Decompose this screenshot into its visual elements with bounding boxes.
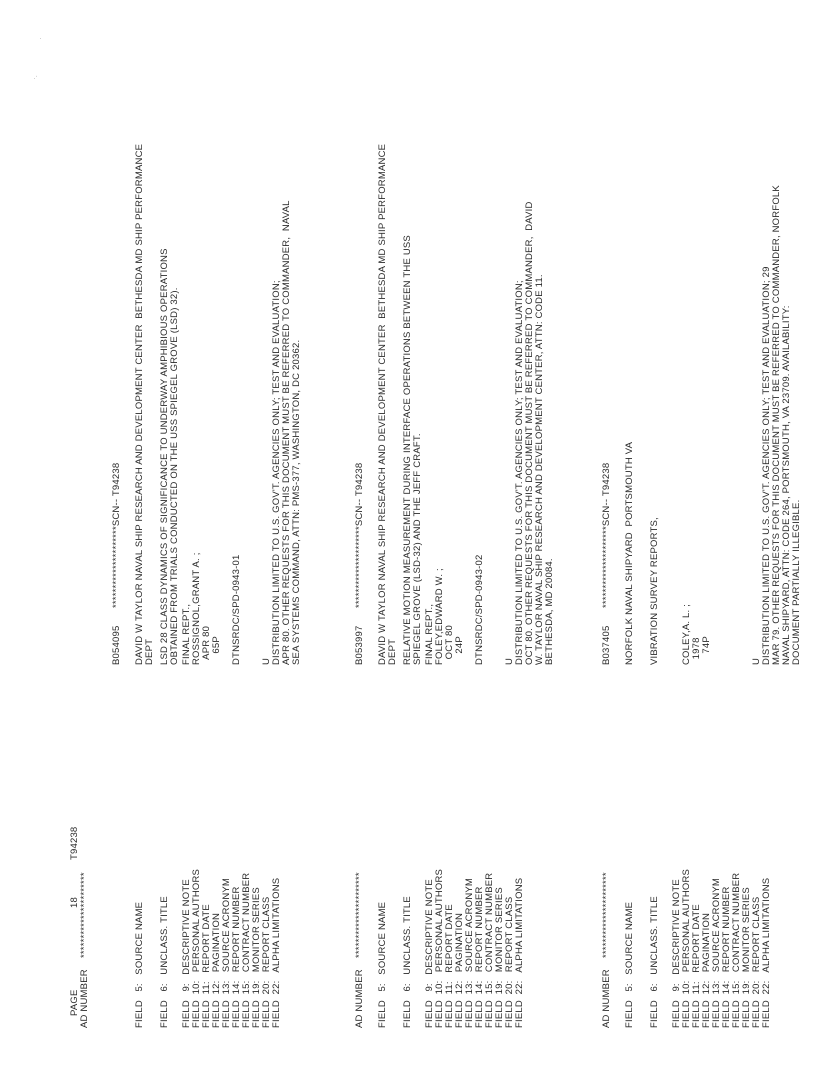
field-label: FIELD 5: SOURCE NAME — [134, 901, 145, 1028]
field-value: DTNSRDC/SPD-0943-02 — [474, 554, 485, 665]
field-label: FIELD 9: DESCRIPTIVE NOTE — [671, 879, 682, 1028]
field-label: FIELD 20: REPORT CLASS — [261, 896, 272, 1028]
field-label: FIELD 5: SOURCE NAME — [377, 901, 388, 1028]
alpha-limitation-line: BETHESDA, MD 20084. — [544, 558, 555, 665]
field-label: FIELD 6: UNCLASS. TITLE — [649, 896, 660, 1028]
field-value: 1978 — [691, 637, 702, 665]
field-label: FIELD 11: REPORT DATE — [444, 904, 455, 1028]
scn-line: *********************SCN-- T94238 — [111, 462, 122, 608]
field-value: FINAL REPT., — [424, 603, 435, 665]
ad-number-value: B054095 — [111, 625, 122, 665]
field-value: ROSSIGNOL,GRANT A. ; — [191, 552, 202, 665]
title-line: VIBRATION SURVEY REPORTS, — [649, 517, 660, 665]
title-line: LSD 28 CLASS DYNAMICS OF SIGNIFICANCE TO UNDERWAY AMPHIBIOUS OPERATIONS — [159, 248, 170, 665]
field-value: 74P — [701, 636, 712, 665]
field-label: FIELD 9: DESCRIPTIVE NOTE — [181, 879, 192, 1028]
scn-line: *********************SCN-- T94238 — [354, 462, 365, 608]
field-value: OCT 80 — [444, 625, 455, 665]
alpha-limitation-line: SEA SYSTEMS COMMAND, ATTN: PMS-377, WASHINGTON, DC 20362. — [291, 339, 302, 665]
alpha-limitation-line: W. TAYLOR NAVAL SHIP RESEARCH AND DEVELOPMENT CENTER, ATTN: CODE 11. — [534, 274, 545, 665]
field-label: FIELD 13: SOURCE ACRONYM — [221, 877, 232, 1028]
field-label: FIELD 13: SOURCE ACRONYM — [464, 877, 475, 1028]
field-value: FINAL REPT., — [181, 603, 192, 665]
field-value: U — [261, 657, 272, 665]
page-label: PAGE — [69, 989, 80, 1016]
ad-number-label: AD NUMBER — [354, 969, 365, 1028]
page-number: 18 — [69, 897, 80, 908]
scan-speck-mark: ·. — [30, 75, 39, 80]
source-name-line: DAVID W TAYLOR NAVAL SHIP RESEARCH AND DEVELOPMENT CENTER BETHESDA MD SHIP PERFORMANCE — [134, 143, 145, 665]
alpha-limitation-line: MAR 79. OTHER REQUESTS FOR THIS DOCUMENT MUST BE REFERRED TO COMMANDER, NORFOLK — [771, 185, 782, 665]
alpha-limitation-line: OCT 80. OTHER REQUESTS FOR THIS DOCUMENT MUST BE REFERRED TO COMMANDER, DAVID — [524, 201, 535, 665]
field-label: FIELD 20: REPORT CLASS — [504, 896, 515, 1028]
field-value: DISTRIBUTION LIMITED TO U.S. GOV'T. AGENCIES ONLY; TEST AND EVALUATION; — [514, 280, 525, 665]
field-value: 24P — [454, 636, 465, 665]
field-value: DTNSRDC/SPD-0943-01 — [231, 554, 242, 665]
field-label: FIELD 12: PAGINATION — [701, 912, 712, 1028]
field-label: FIELD 14: REPORT NUMBER — [474, 886, 485, 1028]
field-label: FIELD 20: REPORT CLASS — [751, 896, 762, 1028]
field-value: U — [504, 657, 515, 665]
field-label: FIELD 10: PERSONAL AUTHORS — [681, 868, 692, 1028]
field-label: FIELD 15: CONTRACT NUMBER — [241, 872, 252, 1028]
ad-number-label: AD NUMBER — [79, 969, 90, 1028]
alpha-limitation-line: NAVAL SHIPYARD, ATTN: CODE 264, PORTSMOUTH, VA 23709. AVAILABILITY: — [781, 305, 792, 665]
alpha-limitation-line: APR 80. OTHER REQUESTS FOR THIS DOCUMENT MUST BE REFERRED TO COMMANDER, NAVAL — [281, 200, 292, 665]
field-label: FIELD 10: PERSONAL AUTHORS — [434, 868, 445, 1028]
field-label: FIELD 14: REPORT NUMBER — [231, 886, 242, 1028]
field-value: DISTRIBUTION LIMITED TO U.S. GOV'T. AGENCIES ONLY; TEST AND EVALUATION; — [271, 280, 282, 665]
field-label: FIELD 22: ALPHA LIMITATIONS — [514, 877, 525, 1028]
field-label: FIELD 15: CONTRACT NUMBER — [484, 872, 495, 1028]
field-label: FIELD 12: PAGINATION — [211, 912, 222, 1028]
source-name-line: DEPT — [144, 638, 155, 665]
ad-number-value: B037405 — [601, 625, 612, 665]
ad-number-label: AD NUMBER — [601, 969, 612, 1028]
field-label: FIELD 5: SOURCE NAME — [624, 901, 635, 1028]
field-value: COLEY,A. L. ; — [681, 603, 692, 665]
field-label: FIELD 6: UNCLASS. TITLE — [402, 896, 413, 1028]
record-stars: ********************** — [354, 872, 365, 958]
alpha-limitation-line: DOCUMENT PARTIALLY ILLEGIBLE. — [791, 499, 802, 665]
field-label: FIELD 11: REPORT DATE — [201, 904, 212, 1028]
field-value: APR 80 — [201, 625, 212, 665]
ad-number-value: B053997 — [354, 625, 365, 665]
field-label: FIELD 22: ALPHA LIMITATIONS — [761, 877, 772, 1028]
field-label: FIELD 10: PERSONAL AUTHORS — [191, 868, 202, 1028]
title-line: RELATIVE MOTION MEASUREMENT DURING INTERFACE OPERATIONS BETWEEN THE USS — [402, 235, 413, 665]
field-label: FIELD 11: REPORT DATE — [691, 904, 702, 1028]
field-label: FIELD 15: CONTRACT NUMBER — [731, 872, 742, 1028]
field-label: FIELD 14: REPORT NUMBER — [721, 886, 732, 1028]
field-label: FIELD 9: DESCRIPTIVE NOTE — [424, 879, 435, 1028]
field-label: FIELD 6: UNCLASS. TITLE — [159, 896, 170, 1028]
scan-speck-mark: · — [36, 37, 45, 40]
source-name-line: DAVID W TAYLOR NAVAL SHIP RESEARCH AND DEVELOPMENT CENTER BETHESDA MD SHIP PERFORMANCE — [377, 143, 388, 665]
field-value: U — [751, 657, 762, 665]
title-line: SPIEGEL GROVE (LSD-32) AND THE JEFF CRAFT. — [412, 433, 423, 665]
field-label: FIELD 19: MONITOR SERIES — [251, 887, 262, 1028]
field-label: FIELD 13: SOURCE ACRONYM — [711, 877, 722, 1028]
source-name-line: DEPT — [387, 638, 398, 665]
scn-line: *********************SCN-- T94238 — [601, 462, 612, 608]
source-name-line: NORFOLK NAVAL SHIPYARD PORTSMOUTH VA — [624, 441, 635, 665]
field-label: FIELD 19: MONITOR SERIES — [741, 887, 752, 1028]
field-value: FOLEY,EDWARD W. ; — [434, 568, 445, 665]
header-stars: ********************** — [79, 872, 90, 958]
field-label: FIELD 22: ALPHA LIMITATIONS — [271, 877, 282, 1028]
record-stars: ********************** — [601, 872, 612, 958]
field-value: 65P — [211, 636, 222, 665]
field-value: DISTRIBUTION LIMITED TO U.S. GOV'T. AGENCIES ONLY; TEST AND EVALUATION; 29 — [761, 266, 772, 665]
field-label: FIELD 12: PAGINATION — [454, 912, 465, 1028]
field-label: FIELD 19: MONITOR SERIES — [494, 887, 505, 1028]
batch-id: T94238 — [69, 826, 80, 860]
title-line: OBTAINED FROM TRIALS CONDUCTED ON THE USS SPIEGEL GROVE (LSD) 32). — [169, 287, 180, 665]
